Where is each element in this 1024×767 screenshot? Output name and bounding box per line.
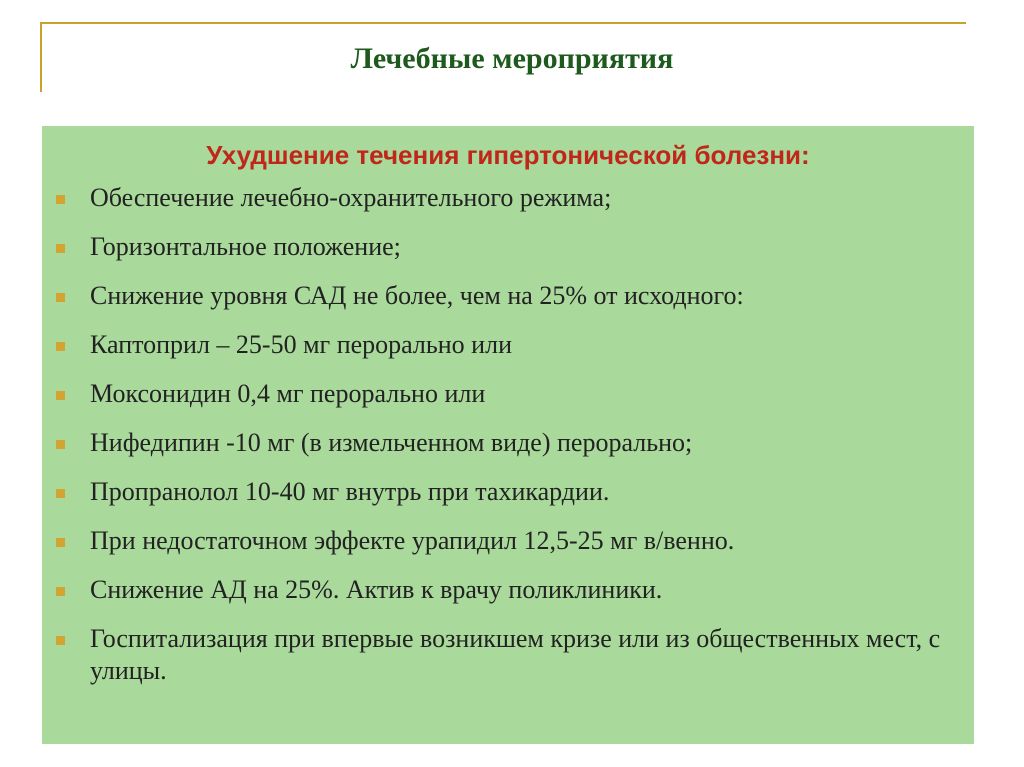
square-bullet-icon [56,391,65,400]
bullet-list [42,182,974,704]
slide-title: Лечебные мероприятия [350,42,674,75]
section-subtitle: Ухудшение течения гипертонической болезни: [206,140,810,170]
square-bullet-icon [56,342,65,351]
square-bullet-icon [56,244,65,253]
list-item-text: Снижение АД на 25%. Актив к врачу поликлиники. [90,575,663,604]
square-bullet-icon [56,293,65,302]
square-bullet-icon [56,489,65,498]
list-item-text: Горизонтальное положение; [90,232,401,261]
list-item [42,378,974,410]
list-item [42,329,974,361]
list-item [42,231,974,263]
list-item [42,280,974,312]
accent-line-top [40,22,966,24]
list-item-text: Снижение уровня САД не более, чем на 25% от исходного: [90,281,744,310]
square-bullet-icon [56,440,65,449]
square-bullet-icon [56,587,65,596]
square-bullet-icon [56,195,65,204]
list-item-text: Обеспечение лечебно-охранительного режима; [90,183,612,212]
list-item [42,427,974,459]
list-item-text: Каптоприл – 25-50 мг перорально или [90,330,512,359]
list-item-text: Моксонидин 0,4 мг перорально или [90,379,486,408]
list-item [42,476,974,508]
square-bullet-icon [56,538,65,547]
list-item-text: При недостаточном эффекте урапидил 12,5-25 мг в/венно. [90,526,735,555]
list-item-text: Нифедипин -10 мг (в измельченном виде) перорально; [90,428,693,457]
list-item-text: Пропранолол 10-40 мг внутрь при тахикардии. [90,477,610,506]
square-bullet-icon [56,636,65,645]
content-box [42,126,974,744]
list-item [42,182,974,214]
list-item [42,525,974,557]
list-item [42,623,974,687]
list-item-text: Госпитализация при впервые возникшем кризе или из общественных мест, с улицы. [90,624,941,685]
list-item [42,574,974,606]
